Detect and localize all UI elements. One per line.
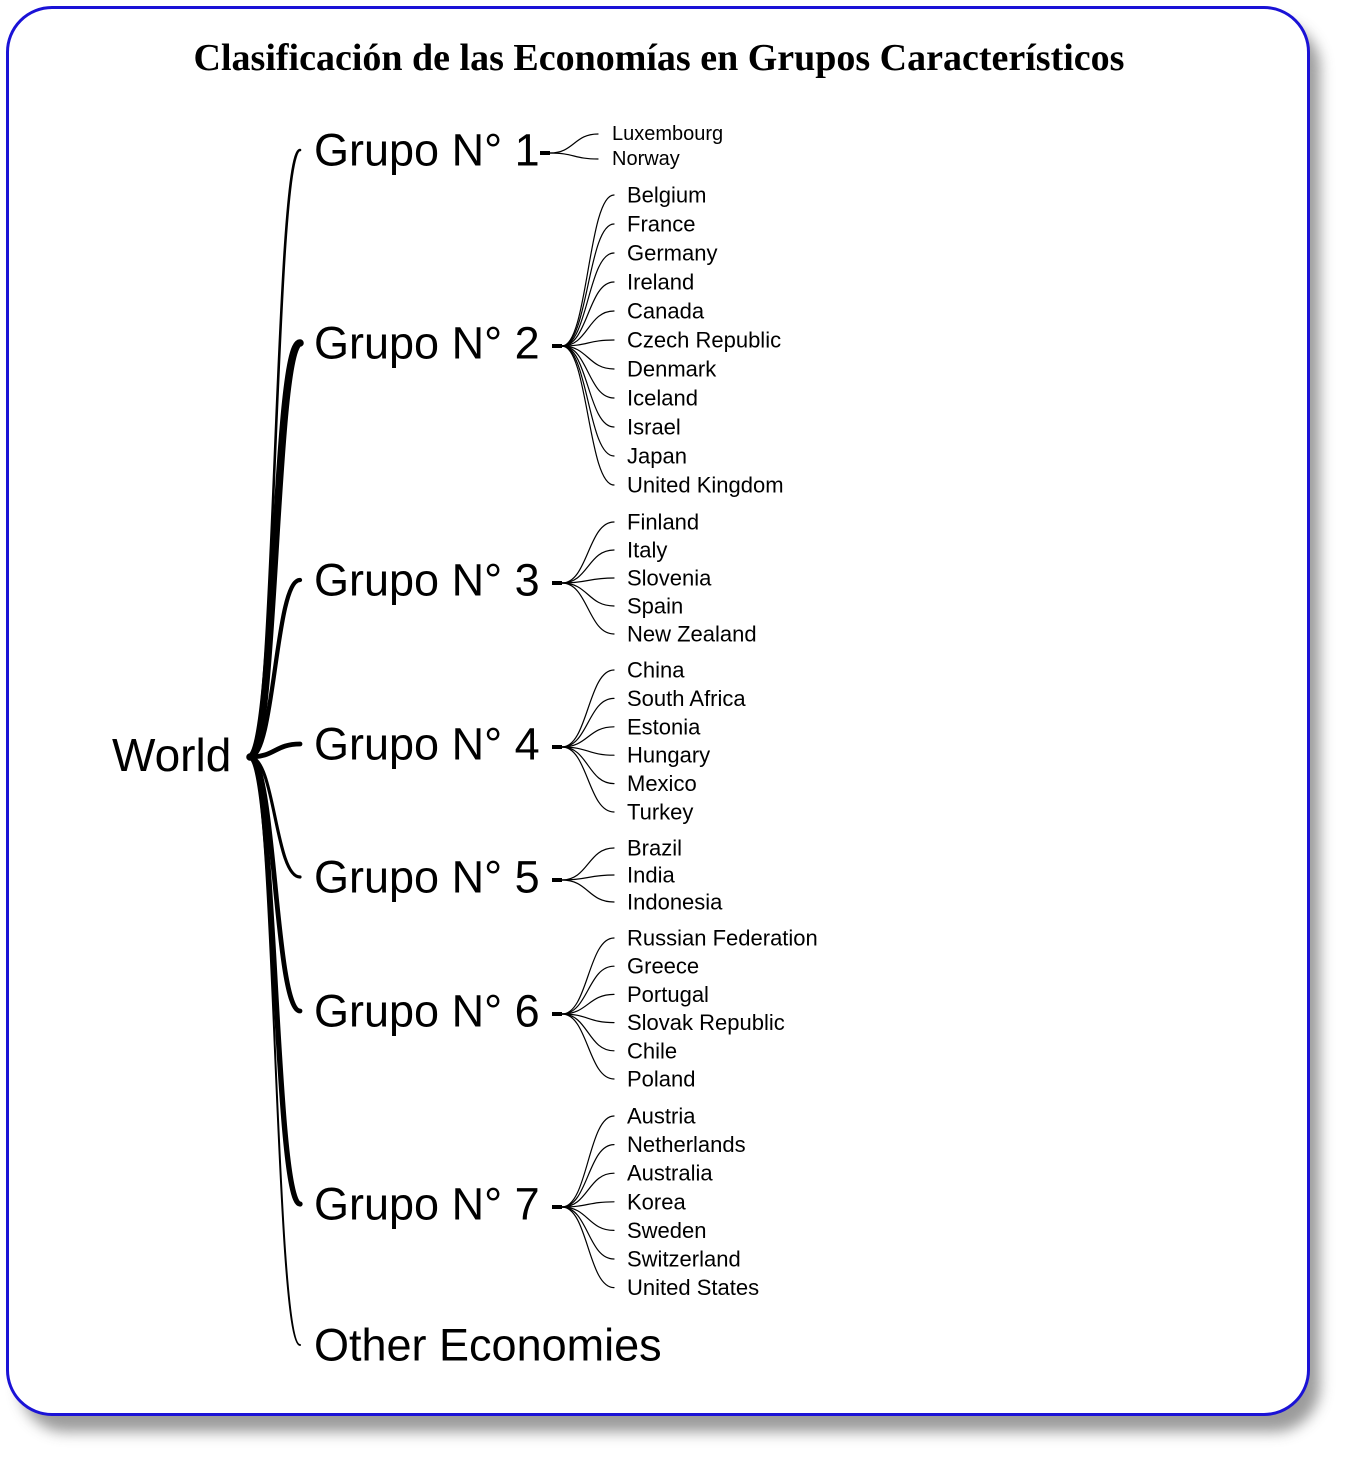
group-node-grupo-n-1: Grupo N° 1 xyxy=(314,124,540,176)
country-node-slovak-republic: Slovak Republic xyxy=(627,1010,785,1036)
edge-group-to-country xyxy=(562,1116,614,1207)
country-node-poland: Poland xyxy=(627,1066,696,1092)
edge-group-to-country xyxy=(562,195,614,346)
country-node-canada: Canada xyxy=(627,298,705,324)
country-node-south-africa: South Africa xyxy=(627,685,746,711)
edge-group-to-country xyxy=(562,282,614,346)
country-node-mexico: Mexico xyxy=(627,771,697,797)
edge-group-to-country xyxy=(562,346,614,456)
group-node-grupo-n-4: Grupo N° 4 xyxy=(314,718,540,770)
edge-group-to-country xyxy=(550,153,598,159)
group-node-grupo-n-2: Grupo N° 2 xyxy=(314,317,540,369)
edge-group-to-country xyxy=(562,938,614,1014)
edge-group-to-country xyxy=(562,880,614,902)
country-node-turkey: Turkey xyxy=(627,799,694,825)
group-node-grupo-n-5: Grupo N° 5 xyxy=(314,851,540,903)
country-node-finland: Finland xyxy=(627,509,700,535)
country-node-slovenia: Slovenia xyxy=(627,565,712,591)
country-node-korea: Korea xyxy=(627,1189,686,1215)
country-node-austria: Austria xyxy=(627,1103,696,1129)
country-node-czech-republic: Czech Republic xyxy=(627,327,782,353)
country-node-israel: Israel xyxy=(627,414,681,440)
edge-group-to-country xyxy=(562,670,614,747)
edge-group-to-country xyxy=(562,966,614,1014)
country-node-japan: Japan xyxy=(627,443,687,469)
country-node-australia: Australia xyxy=(627,1160,713,1186)
group-node-grupo-n-6: Grupo N° 6 xyxy=(314,985,540,1037)
edge-group-to-country xyxy=(562,747,614,812)
country-node-iceland: Iceland xyxy=(627,385,698,411)
edge-world-to-group xyxy=(250,343,300,757)
country-node-belgium: Belgium xyxy=(627,182,707,208)
country-node-estonia: Estonia xyxy=(627,714,701,740)
edge-group-to-country xyxy=(562,346,614,485)
edge-group-to-country xyxy=(562,1207,614,1259)
country-node-brazil: Brazil xyxy=(627,835,683,861)
diagram-title: Clasificación de las Economías en Grupos Característicos xyxy=(193,37,1125,79)
country-node-germany: Germany xyxy=(627,240,718,266)
country-node-hungary: Hungary xyxy=(627,742,711,768)
edge-group-to-country xyxy=(562,522,614,583)
edge-group-to-country xyxy=(562,698,614,747)
country-node-china: China xyxy=(627,657,685,683)
country-node-italy: Italy xyxy=(627,537,668,563)
edge-group-to-country xyxy=(550,134,598,153)
country-node-ireland: Ireland xyxy=(627,269,695,295)
edge-group-to-country xyxy=(562,1145,614,1207)
edge-group-to-country xyxy=(562,583,614,634)
edge-group-to-country xyxy=(562,875,614,880)
edge-world-to-group xyxy=(250,757,300,1345)
country-node-sweden: Sweden xyxy=(627,1217,707,1243)
root-node: World xyxy=(112,729,232,781)
country-node-luxembourg: Luxembourg xyxy=(612,123,724,145)
country-node-greece: Greece xyxy=(627,953,700,979)
country-node-indonesia: Indonesia xyxy=(627,889,723,915)
country-node-chile: Chile xyxy=(627,1038,678,1064)
country-node-new-zealand: New Zealand xyxy=(627,621,757,647)
country-node-india: India xyxy=(627,862,675,888)
country-node-russian-federation: Russian Federation xyxy=(627,925,818,951)
country-node-denmark: Denmark xyxy=(627,356,717,382)
country-node-netherlands: Netherlands xyxy=(627,1132,746,1158)
country-node-portugal: Portugal xyxy=(627,981,709,1007)
edge-group-to-country xyxy=(562,1014,614,1079)
country-node-switzerland: Switzerland xyxy=(627,1246,741,1272)
group-node-grupo-n-3: Grupo N° 3 xyxy=(314,554,540,606)
group-node-grupo-n-7: Grupo N° 7 xyxy=(314,1178,540,1230)
country-node-united-kingdom: United Kingdom xyxy=(627,472,784,498)
country-node-united-states: United States xyxy=(627,1275,760,1301)
edge-group-to-country xyxy=(562,253,614,346)
country-node-norway: Norway xyxy=(612,148,680,170)
country-node-spain: Spain xyxy=(627,593,684,619)
edge-group-to-country xyxy=(562,346,614,398)
edge-group-to-country xyxy=(562,583,614,606)
country-node-france: France xyxy=(627,211,696,237)
group-node-other-economies: Other Economies xyxy=(314,1319,662,1371)
